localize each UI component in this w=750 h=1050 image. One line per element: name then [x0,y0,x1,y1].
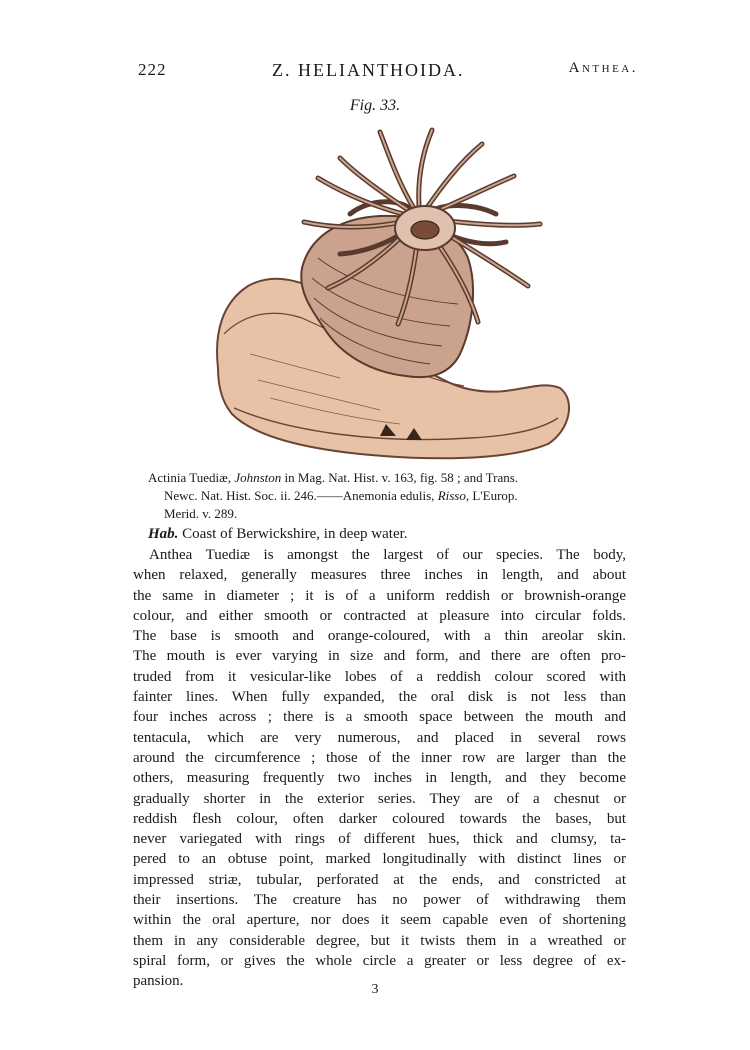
description-body [133,545,626,992]
body-line: never variegated with rings of different hues, thick and clumsy, ta- [133,831,626,848]
signature-mark: 3 [371,982,379,997]
body-line: them in any considerable degree, but it twists them in a wreathed or [133,932,626,949]
body-line: around the circumference ; those of the inner row are larger than the [133,749,626,766]
body-line: pansion. [133,973,184,990]
body-line: Anthea Tuediæ is amongst the largest of our species. The body, [149,547,626,563]
body-line: their insertions. The creature has no power of withdrawing them [133,892,626,909]
running-title: Z. HELIANTHOIDA. [272,60,465,80]
body-line: pered to an obtuse point, marked longitudinally with distinct lines or [133,851,626,868]
anemone-illustration [210,118,590,463]
body-line: truded from it vesicular-like lobes of a reddish colour scored with [133,668,626,685]
body-line: fainter lines. When fully expanded, the oral disk is not less than [133,689,626,706]
body-line: The mouth is ever varying in size and form, and there are often pro- [133,648,626,665]
synonymy-line-3: Merid. v. 289. [164,506,238,521]
figure-caption: Fig. 33. [349,97,401,114]
body-line: colour, and either smooth or contracted at pleasure into circular folds. [133,607,626,624]
body-line: four inches across ; there is a smooth space between the mouth and [133,709,626,726]
author-johnston: Johnston [234,470,282,485]
synonymy-block [148,469,618,523]
body-line: tentacula, which are very numerous, and placed in several rows [133,729,626,746]
habitat-text: Coast of Berwickshire, in deep water. [178,526,408,542]
running-genus: Anthea. [568,60,638,76]
author-risso: Risso, [437,488,470,503]
body-line: reddish flesh colour, often darker coloured towards the bases, but [133,810,626,827]
body-line: impressed striæ, tubular, perforated at the ends, and constricted at [133,871,626,888]
body-line: the same in diameter ; it is of a uniform reddish or brownish-orange [133,587,626,604]
body-line: others, measuring frequently two inches in length, and they become [133,770,626,787]
body-line: gradually shorter in the exterior series. They are of a chesnut or [133,790,626,807]
body-line: when relaxed, generally measures three inches in length, and about [133,567,626,584]
synonymy-line-2: Newc. Nat. Hist. Soc. ii. 246.——Anemonia edulis, Risso, L'Europ. [164,488,518,503]
body-line: The base is smooth and orange-coloured, with a thin areolar skin. [133,628,626,645]
body-line: spiral form, or gives the whole circle a greater or less degree of ex- [133,952,626,969]
synonymy-line-1: Actinia Tuediæ, Johnston in Mag. Nat. Hist. v. 163, fig. 58 ; and Trans. [148,470,519,485]
mouth [411,221,439,239]
page-number: 222 [138,60,167,79]
habitat-label: Hab. [148,526,179,542]
body-line: within the oral aperture, nor does it seem capable even of shortening [133,912,626,929]
anemone-engraving [210,118,590,463]
habitat-line [148,526,408,543]
running-header [0,60,750,86]
